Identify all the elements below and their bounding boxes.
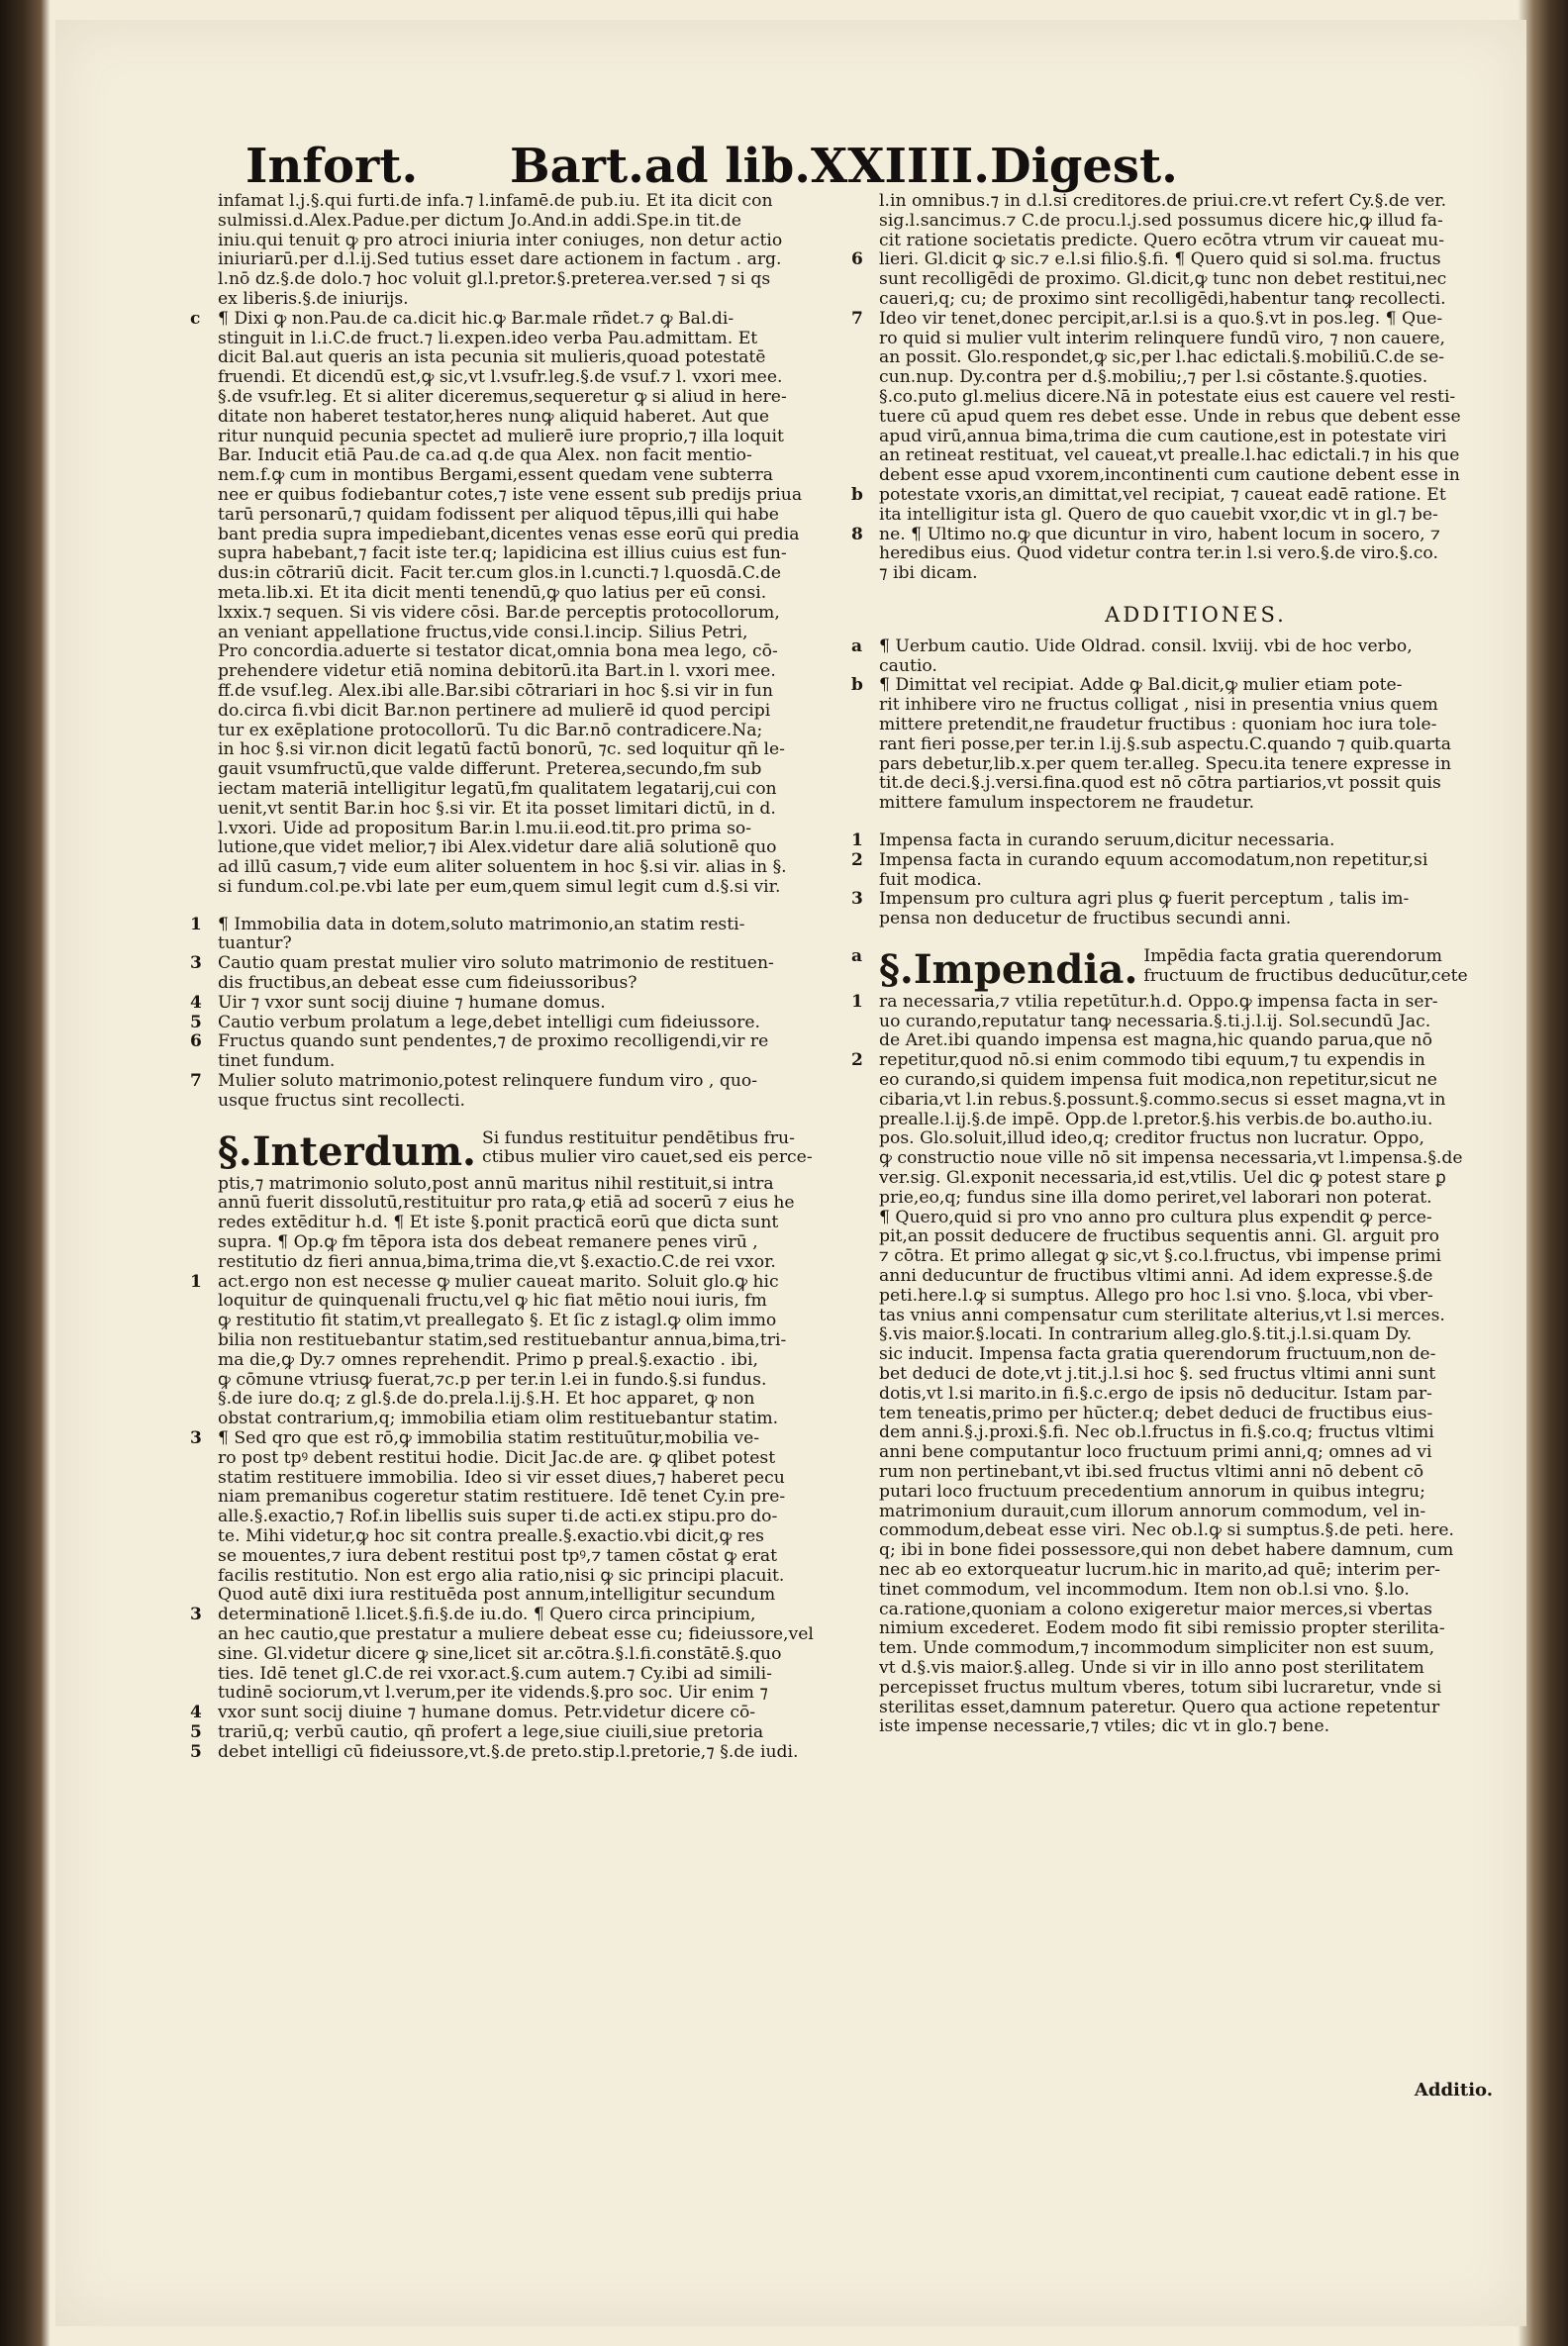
additiones-heading: ADDITIONES. — [1105, 602, 1287, 627]
text-line: commodum,debeat esse viri. Nec ob.l.ꝙ si sumptus.§.de peti. here. — [879, 1521, 1454, 1541]
text-line: loquitur de quinquenali fructu,vel ꝙ hic fiat mētio noui iuris, fm — [218, 1292, 767, 1312]
header-right-title: Bart.ad lib.XXIIII.Digest. — [510, 139, 1178, 194]
paragraph — [190, 1605, 851, 1704]
text-line: §.de vsufr.leg. Et si aliter diceremus,sequeretur ꝙ si aliud in here- — [218, 387, 787, 407]
margin-note-marker: 3 — [190, 1605, 202, 1625]
text-line: pensa non deducetur de fructibus secundi anni. — [879, 910, 1292, 929]
text-line: ritur nunquid pecunia spectet ad mulierē iure proprio,⁊ illa loquit — [218, 427, 784, 446]
text-line: §.vis maior.§.locati. In contrarium alleg.glo.§.tit.j.l.si.quam Dy. — [879, 1325, 1413, 1345]
text-line: stinguit in l.i.C.de fruct.⁊ li.expen.ideo verba Pau.admittam. Et — [218, 329, 758, 348]
paragraph — [218, 1129, 851, 1273]
text-line: cibaria,vt l.in rebus.§.possunt.§.commo.secus si esset magna,vt in — [879, 1090, 1446, 1110]
text-line: te. Mihi videtur,ꝙ hoc sit contra prealle.§.exactio.vbi dicit,ꝙ res — [218, 1527, 764, 1546]
text-line: dotis,vt l.si marito.in fi.§.c.ergo de ipsis nō deducitur. Istam par- — [879, 1384, 1432, 1404]
margin-note-marker: b — [851, 484, 863, 505]
text-line: Si fundus restituitur pendētibus fru- — [481, 1128, 795, 1148]
paragraph — [190, 1721, 851, 1743]
text-line: determinationē l.licet.§.fi.§.de iu.do. ¶ Quero circa principium, — [218, 1606, 756, 1625]
paragraph — [851, 308, 1513, 486]
text-line: ptis,⁊ matrimonio soluto,post annū maritus nihil restituit,si intra — [218, 1174, 774, 1194]
paragraph — [218, 192, 851, 310]
text-line: alle.§.exactio,⁊ Rof.in libellis suis super ti.de acti.ex stipu.pro do- — [218, 1508, 778, 1527]
text-line: §.de iure do.q; z gl.§.de do.prela.l.ij.§.H. Et hoc apparet, ꝙ non — [218, 1390, 755, 1410]
text-line: l.nō dz.§.de dolo.⁊ hoc voluit gl.l.pretor.§.preterea.ver.sed ⁊ si qs — [218, 270, 771, 290]
margin-note-marker: 5 — [190, 1012, 202, 1032]
text-line: rant fieri posse,per ter.in l.ij.§.sub aspectu.C.quando ⁊ quib.quarta — [879, 734, 1451, 754]
paragraph — [851, 830, 1513, 851]
text-line: ex liberis.§.de iniurijs. — [218, 289, 409, 309]
paragraph — [851, 675, 1513, 814]
text-line: ditate non haberet testator,heres nunꝙ aliquid haberet. Aut que — [218, 407, 770, 427]
text-line: vt d.§.vis maior.§.alleg. Unde si vir in illo anno post sterilitatem — [879, 1658, 1424, 1678]
text-line: supra. ¶ Op.ꝙ fm tēpora ista dos debeat remanere penes virū , — [218, 1233, 758, 1253]
text-line: pit,an possit deducere de fructibus sequentis anni. Gl. arguit pro — [879, 1227, 1439, 1247]
text-line: ¶ Dixi ꝙ non.Pau.de ca.dicit hic.ꝙ Bar.male rñdet.⁊ ꝙ Bal.di- — [218, 309, 735, 329]
text-line: dis fructibus,an debeat esse cum fideiussoribus? — [218, 974, 637, 994]
heading-side-lines — [482, 1129, 813, 1169]
text-line: pos. Glo.soluit,illud ideo,q; creditor fructus non lucratur. Oppo, — [879, 1129, 1424, 1149]
text-line: uo curando,reputatur tanꝙ necessaria.§.ti.j.l.ij. Sol.secundū Jac. — [879, 1012, 1431, 1031]
paragraph-gap — [218, 1112, 851, 1129]
text-line: ver.sig. Gl.exponit necessaria,id est,vtilis. Uel dic ꝙ potest stare ꝑ — [879, 1169, 1446, 1189]
text-line: vxor sunt socij diuine ⁊ humane domus. Petr.videtur dicere cō- — [218, 1704, 756, 1723]
text-line: si fundum.col.pe.vbi late per eum,quem simul legit cum d.§.si vir. — [218, 877, 781, 897]
text-line: Fructus quando sunt pendentes,⁊ de proximo recolligendi,vir re — [218, 1032, 769, 1052]
text-line: mittere pretendit,ne fraudetur fructibus : quoniam hoc iura tole- — [879, 715, 1437, 734]
text-line: lutione,que videt melior,⁊ ibi Alex.videtur dare aliā solutionē quo — [218, 838, 777, 858]
text-line: percepisset fructus multum vberes, totum sibi lucraretur, vnde si — [879, 1678, 1442, 1698]
text-line: iectam materiā intelligitur legatū,fm qualitatem legatarij,cui con — [218, 779, 777, 799]
text-line: anni deducuntur de fructibus vltimi anni. Ad idem expresse.§.de — [879, 1267, 1433, 1287]
margin-note-marker: 1 — [851, 830, 863, 850]
text-line: prie,eo,q; fundus sine illa domo periret,vel laborari non poterat. — [879, 1188, 1432, 1208]
paragraph — [190, 308, 851, 898]
text-line: gauit vsumfructū,que valde differunt. Preterea,secundo,fm sub — [218, 760, 762, 780]
text-line: dus:in cōtrariū dicit. Facit ter.cum glos.in l.cuncti.⁊ l.quosdā.C.de — [218, 564, 782, 584]
text-line: meta.lib.xi. Et ita dicit menti tenendū,ꝙ quo latius per eū consi. — [218, 583, 767, 603]
text-line: tinet commodum, vel incommodum. Item non ob.l.si vno. §.lo. — [879, 1580, 1410, 1600]
paragraph — [851, 1050, 1513, 1737]
text-line: debent esse apud vxorem,incontinenti cum cautione debent esse in — [879, 466, 1460, 486]
margin-note-marker: 6 — [851, 249, 863, 270]
text-line: ꝙ cōmune vtriusꝙ fuerat,⁊c.p per ter.in l.ei in fundo.§.si fundus. — [218, 1370, 767, 1390]
text-line: ma die,ꝙ Dy.⁊ omnes reprehendit. Primo p preal.§.exactio . ibi, — [218, 1350, 758, 1370]
text-line: sulmissi.d.Alex.Padue.per dictum Jo.And.in addi.Spe.in tit.de — [218, 211, 741, 231]
text-line: tudinē sociorum,vt l.verum,per ite vidends.§.pro soc. Uir enim ⁊ — [218, 1684, 768, 1704]
section-heading-block — [879, 947, 1513, 993]
text-line: fruendi. Et dicendū est,ꝙ sic,vt l.vsufr.leg.§.de vsuf.⁊ l. vxori mee. — [218, 368, 783, 388]
text-line: Bar. Inducit etiā Pau.de ca.ad q.de qua Alex. non facit mentio- — [218, 446, 752, 466]
text-line: ne. ¶ Ultimo no.ꝙ que dicuntur in viro, habent locum in socero, ⁊ — [879, 525, 1440, 544]
paragraph-gap — [879, 814, 1513, 831]
text-line: tarū personarū,⁊ quidam fodissent per aliquod tēpus,illi qui habe — [218, 505, 779, 525]
text-line: supra habebant,⁊ facit iste ter.q; lapidicina est illius cuius est fun- — [218, 544, 787, 564]
text-line: do.circa fi.vbi dicit Bar.non pertinere ad mulierē id quod percipi — [218, 701, 771, 721]
text-line: eo curando,si quidem impensa fuit modica,non repetitur,sicut ne — [879, 1071, 1437, 1091]
text-line: tem teneatis,primo per hūcter.q; debet deduci de fructibus eius- — [879, 1404, 1433, 1423]
text-line: iniu.qui tenuit ꝙ pro atroci iniuria inter coniuges, non detur actio — [218, 231, 783, 250]
text-line: ¶ Dimittat vel recipiat. Adde ꝙ Bal.dicit,ꝙ mulier etiam pote- — [879, 676, 1403, 696]
text-line: dem anni.§.j.proxi.§.fi. Nec ob.l.fructus in fi.§.co.q; fructus vltimi — [879, 1423, 1434, 1443]
text-line: se mouentes,⁊ iura debent restitui post tpꝰ,⁊ tamen cōstat ꝙ erat — [218, 1546, 778, 1566]
left-text-column — [190, 192, 851, 1763]
text-line: Impensum pro cultura agri plus ꝙ fuerit perceptum , talis im- — [879, 890, 1410, 910]
text-line: ita intelligitur ista gl. Quero de quo cauebit vxor,dic vt in gl.⁊ be- — [879, 505, 1438, 525]
page-signature: Additio. — [1414, 2080, 1493, 2101]
paragraph — [851, 945, 1513, 993]
margin-note-marker: 2 — [851, 849, 863, 870]
text-line: fuit modica. — [879, 870, 982, 890]
margin-note-marker: 6 — [190, 1031, 202, 1052]
text-line: sterilitas esset,damnum pateretur. Quero qua actione repetentur — [879, 1698, 1440, 1717]
text-line: fructuum de fructibus deducūtur,cete — [1143, 966, 1468, 986]
text-line: dicit Bal.aut queris an ista pecunia sit mulieris,quoad potestatē — [218, 348, 766, 368]
paragraph — [851, 889, 1513, 929]
text-line: facilis restitutio. Non est ergo alia ratio,nisi ꝙ sic principi placuit. — [218, 1566, 785, 1586]
text-line: ꝙ constructio noue ville nō sit impensa necessaria,vt l.impensa.§.de — [879, 1149, 1463, 1169]
section-heading: §.Interdum. — [218, 1127, 476, 1175]
paragraph — [190, 1741, 851, 1763]
text-line: ca.ratione,quoniam a colono exigeretur maior merces,si vbertas — [879, 1600, 1432, 1619]
text-line: usque fructus sint recollecti. — [218, 1091, 465, 1111]
text-line: an retineat restituat, vel caueat,vt prealle.l.hac edictali.⁊ in his que — [879, 446, 1460, 466]
margin-note-marker: 3 — [190, 953, 202, 974]
header-left-title: Infort. — [245, 139, 419, 194]
text-line: tit.de deci.§.j.versi.fina.quod est nō cōtra partiarios,vt possit quis — [879, 774, 1441, 794]
paragraph — [190, 1271, 851, 1429]
paragraph — [879, 192, 1513, 250]
text-line: cun.nup. Dy.contra per d.§.mobiliu;,⁊ per l.si cōstante.§.quoties. — [879, 368, 1428, 388]
text-line: lieri. Gl.dicit ꝙ sic.⁊ e.l.si filio.§.fi. ¶ Quero quid si sol.ma. fructus — [879, 250, 1441, 270]
text-line: Ideo vir tenet,donec percipit,ar.l.si is a quo.§.vt in pos.leg. ¶ Que- — [879, 309, 1443, 329]
text-line: sig.l.sancimus.⁊ C.de procu.l.j.sed possumus dicere hic,ꝙ illud fa- — [879, 211, 1443, 231]
text-line: iniuriarū.per d.l.ij.Sed tutius esset dare actionem in factum . arg. — [218, 250, 782, 270]
text-line: heredibus eius. Quod videtur contra ter.in l.si vero.§.de viro.§.co. — [879, 544, 1438, 564]
text-line: an possit. Glo.respondet,ꝙ sic,per l.hac edictali.§.mobiliū.C.de se- — [879, 348, 1445, 368]
paragraph — [851, 991, 1513, 1051]
text-line: sunt recolligēdi de proximo. Gl.dicit,ꝙ tunc non debet restitui,nec — [879, 270, 1447, 290]
text-line: tinet fundum. — [218, 1052, 336, 1072]
text-line: cautio. — [879, 656, 937, 676]
text-line: tur ex exēplatione protocollorū. Tu dic Bar.nō contradicere.Na; — [218, 721, 763, 740]
text-line: nee er quibus fodiebantur cotes,⁊ iste vene essent sub predijs priua — [218, 485, 803, 505]
text-line: putari loco fructuum precedentium annorum in quibus integru; — [879, 1482, 1425, 1502]
text-line: ¶ Immobilia data in dotem,soluto matrimonio,an statim resti- — [218, 915, 745, 934]
margin-note-marker: 7 — [851, 308, 863, 329]
margin-note-marker: 8 — [851, 524, 863, 544]
margin-note-marker: 5 — [190, 1721, 202, 1742]
text-line: ¶ Quero,quid si pro vno anno pro cultura plus expendit ꝙ perce- — [879, 1208, 1432, 1227]
text-line: matrimonium durauit,cum illorum annorum commodum, vel in- — [879, 1502, 1426, 1521]
text-line: ro post tpꝰ debent restitui hodie. Dicit Jac.de are. ꝙ qlibet potest — [218, 1448, 776, 1468]
margin-note-marker: a — [851, 945, 863, 966]
text-line: de Aret.ibi quando impensa est magna,hic quando parua,que nō — [879, 1031, 1432, 1051]
paragraph — [190, 1012, 851, 1033]
text-line: sic inducit. Impensa facta gratia querendorum fructuum,non de- — [879, 1345, 1436, 1365]
text-line: bant predia supra impediebant,dicentes venas esse eorū qui predia — [218, 525, 800, 544]
text-line: trariū,q; verbū cautio, qñ profert a lege,siue ciuili,siue pretoria — [218, 1722, 764, 1742]
text-line: debet intelligi cū fideiussore,vt.§.de preto.stip.l.pretorie,⁊ §.de iudi. — [218, 1742, 799, 1762]
text-line: an hec cautio,que prestatur a muliere debeat esse cu; fideiussore,vel — [218, 1624, 814, 1644]
text-line: Impensa facta in curando seruum,dicitur necessaria. — [879, 831, 1335, 850]
text-line: q; ibi in bone fidei possessore,qui non debet habere damnum, cum — [879, 1541, 1454, 1561]
text-line: an veniant appellatione fructus,vide consi.l.incip. Silius Petri, — [218, 623, 748, 642]
paragraph — [851, 249, 1513, 309]
text-line: tuantur? — [218, 934, 292, 954]
margin-note-marker: 3 — [851, 889, 863, 910]
text-line: ¶ Sed qro que est rō,ꝙ immobilia statim restituūtur,mobilia ve- — [218, 1429, 760, 1449]
paragraph — [190, 1703, 851, 1723]
text-line: Impēdia facta gratia querendorum — [1143, 946, 1442, 966]
text-line: lxxix.⁊ sequen. Si vis videre cōsi. Bar.de perceptis protocollorum, — [218, 603, 780, 623]
text-line: restitutio dz fieri annua,bima,trima die,vt §.exactio.C.de rei vxor. — [218, 1252, 776, 1272]
text-line: l.in omnibus.⁊ in d.l.si creditores.de priui.cre.vt refert Cy.§.de ver. — [879, 192, 1447, 211]
text-line: bilia non restituebantur statim,sed restituebantur annua,bima,tri- — [218, 1331, 787, 1351]
text-line: statim restituere immobilia. Ideo si vir esset diues,⁊ haberet pecu — [218, 1468, 785, 1488]
paragraph-gap — [879, 929, 1513, 947]
paragraph — [190, 1031, 851, 1072]
paragraph — [851, 635, 1513, 677]
text-line: Quod autē dixi iura restituēda post annum,intelligitur secundum — [218, 1586, 776, 1606]
text-line: ties. Idē tenet gl.C.de rei vxor.act.§.cum autem.⁊ Cy.ibi ad simili- — [218, 1664, 772, 1684]
text-line: ⁊ cōtra. Et primo allegat ꝙ sic,vt §.co.l.fructus, vbi impense primi — [879, 1247, 1442, 1267]
margin-note-marker: 1 — [851, 991, 863, 1012]
text-line: Pro concordia.aduerte si testator dicat,omnia bona mea lego, cō- — [218, 642, 778, 662]
margin-note-marker: a — [851, 635, 863, 656]
text-line: Cautio verbum prolatum a lege,debet intelligi cum fideiussore. — [218, 1013, 760, 1032]
paragraph — [851, 849, 1513, 891]
text-line: sine. Gl.videtur dicere ꝙ sine,licet sit ar.cōtra.§.l.fi.constātē.§.quo — [218, 1644, 782, 1664]
text-line: annū fuerit dissolutū,restituitur pro rata,ꝙ etiā ad socerū ⁊ eius he — [218, 1194, 795, 1214]
paragraph — [190, 992, 851, 1014]
text-line: infamat l.j.§.qui furti.de infa.⁊ l.infamē.de pub.iu. Et ita dicit con — [218, 192, 773, 211]
text-line: act.ergo non est necesse ꝙ mulier caueat marito. Soluit glo.ꝙ hic — [218, 1272, 779, 1292]
text-line: cit ratione societatis predicte. Quero ecōtra vtrum vir caueat mu- — [879, 231, 1445, 250]
text-line: in hoc §.si vir.non dicit legatū factū bonorū, ⁊c. sed loquitur qñ le- — [218, 740, 785, 760]
margin-note-marker: 4 — [190, 1703, 202, 1723]
text-line: rum non pertinebant,vt ibi.sed fructus vltimi anni nō debent cō — [879, 1463, 1424, 1483]
text-line: bet deduci de dote,vt j.tit.j.l.si hoc §. sed fructus vltimi anni sunt — [879, 1365, 1436, 1385]
paragraph — [851, 524, 1513, 584]
text-line: rit inhibere viro ne fructus colligat , nisi in presentia vnius quem — [879, 696, 1438, 716]
text-line: §.co.puto gl.melius dicere.Nā in potestate eius est cauere vel resti- — [879, 387, 1456, 407]
text-line: ra necessaria,⁊ vtilia repetūtur.h.d. Oppo.ꝙ impensa facta in ser- — [879, 992, 1438, 1012]
text-line: prealle.l.ij.§.de impē. Opp.de l.pretor.§.his verbis.de bo.autho.iu. — [879, 1110, 1433, 1129]
text-line: tuere cū apud quem res debet esse. Unde in rebus que debent esse — [879, 407, 1461, 427]
margin-note-marker: 2 — [851, 1050, 863, 1071]
margin-note-marker: 1 — [190, 1271, 202, 1292]
margin-note-marker: 7 — [190, 1071, 202, 1092]
paragraph — [190, 953, 851, 994]
margin-note-marker: 4 — [190, 992, 202, 1013]
text-line: uenit,vt sentit Bar.in hoc §.si vir. Et ita posset limitari dictū, in d. — [218, 799, 776, 819]
paragraph — [851, 484, 1513, 526]
paragraph — [190, 1071, 851, 1112]
text-line: ꝙ restitutio fit statim,vt preallegato §. Et ſic z istagl.ꝙ olim immo — [218, 1312, 777, 1331]
text-line: mittere famulum inspectorem ne fraudetur. — [879, 794, 1255, 814]
text-line: Cautio quam prestat mulier viro soluto matrimonio de restituen- — [218, 954, 774, 974]
right-text-column — [851, 192, 1513, 1737]
heading-side-lines — [1143, 947, 1467, 987]
text-line: ro quid si mulier vult interim relinquere fundū viro, ⁊ non cauere, — [879, 329, 1446, 348]
text-line: ctibus mulier viro cauet,sed eis perce- — [481, 1148, 813, 1168]
text-line: anni bene computantur loco fructuum primi anni,q; omnes ad vi — [879, 1443, 1432, 1463]
text-line: redes extēditur h.d. ¶ Et iste §.ponit practicā eorū que dicta sunt — [218, 1214, 779, 1233]
paragraph — [190, 914, 851, 955]
margin-note-marker: 3 — [190, 1428, 202, 1449]
text-line: caueri,q; cu; de proximo sint recolligēdi,habentur tanꝙ recollecti. — [879, 289, 1446, 309]
text-line: peti.here.l.ꝙ si sumptus. Allego pro hoc l.si vno. §.loca, vbi vber- — [879, 1286, 1433, 1306]
text-line: ff.de vsuf.leg. Alex.ibi alle.Bar.sibi cōtrariari in hoc §.si vir in fun — [218, 681, 773, 701]
text-line: apud virū,annua bima,trima die cum cautione,est in potestate viri — [879, 427, 1447, 446]
text-line: iste impense necessarie,⁊ vtiles; dic vt in glo.⁊ bene. — [879, 1717, 1330, 1737]
text-line: nimium excederet. Eodem modo fit sibi remissio propter sterilita- — [879, 1619, 1445, 1639]
text-line: prehendere videtur etiā nomina debitorū.ita Bart.in l. vxori mee. — [218, 662, 776, 682]
text-line: tas vnius anni compensatur cum sterilitate alterius,vt l.si merces. — [879, 1306, 1445, 1325]
margin-note-marker: 5 — [190, 1741, 202, 1762]
margin-note-marker: b — [851, 675, 863, 696]
text-line: Impensa facta in curando equum accomodatum,non repetitur,si — [879, 850, 1428, 870]
section-heading: §.Impendia. — [879, 945, 1138, 993]
text-line: ¶ Uerbum cautio. Uide Oldrad. consil. lxviij. vbi de hoc verbo, — [879, 636, 1413, 656]
text-line: l.vxori. Uide ad propositum Bar.in l.mu.ii.eod.tit.pro prima so- — [218, 819, 752, 838]
text-line: pars debetur,lib.x.per quem ter.alleg. Specu.ita tenere expresse in — [879, 754, 1452, 774]
text-line: Mulier soluto matrimonio,potest relinquere fundum viro , quo- — [218, 1072, 758, 1092]
margin-note-marker: c — [190, 308, 201, 329]
paragraph — [190, 1428, 851, 1606]
text-line: nec ab eo extorqueatur lucrum.hic in marito,ad quē; interim per- — [879, 1561, 1440, 1580]
text-line: repetitur,quod nō.si enim commodo tibi equum,⁊ tu expendis in — [879, 1051, 1425, 1071]
section-heading-block — [218, 1129, 851, 1175]
text-line: Uir ⁊ vxor sunt socij diuine ⁊ humane domus. — [218, 993, 606, 1013]
margin-note-marker: 1 — [190, 914, 202, 934]
text-line: ⁊ ibi dicam. — [879, 564, 978, 584]
text-line: potestate vxoris,an dimittat,vel recipiat, ⁊ caueat eadē ratione. Et — [879, 485, 1446, 505]
text-line: tem. Unde commodum,⁊ incommodum simpliciter non est suum, — [879, 1639, 1435, 1659]
text-line: nem.f.ꝙ cum in montibus Bergami,essent quedam vene subterra — [218, 466, 773, 486]
paragraph-gap — [218, 898, 851, 916]
text-line: obstat contrarium,q; immobilia etiam olim restituebantur statim. — [218, 1410, 779, 1429]
text-line: niam premanibus cogeretur statim restituere. Idē tenet Cy.in pre- — [218, 1488, 786, 1508]
text-line: ad illū casum,⁊ vide eum aliter soluentem in hoc §.si vir. alias in §. — [218, 858, 787, 878]
